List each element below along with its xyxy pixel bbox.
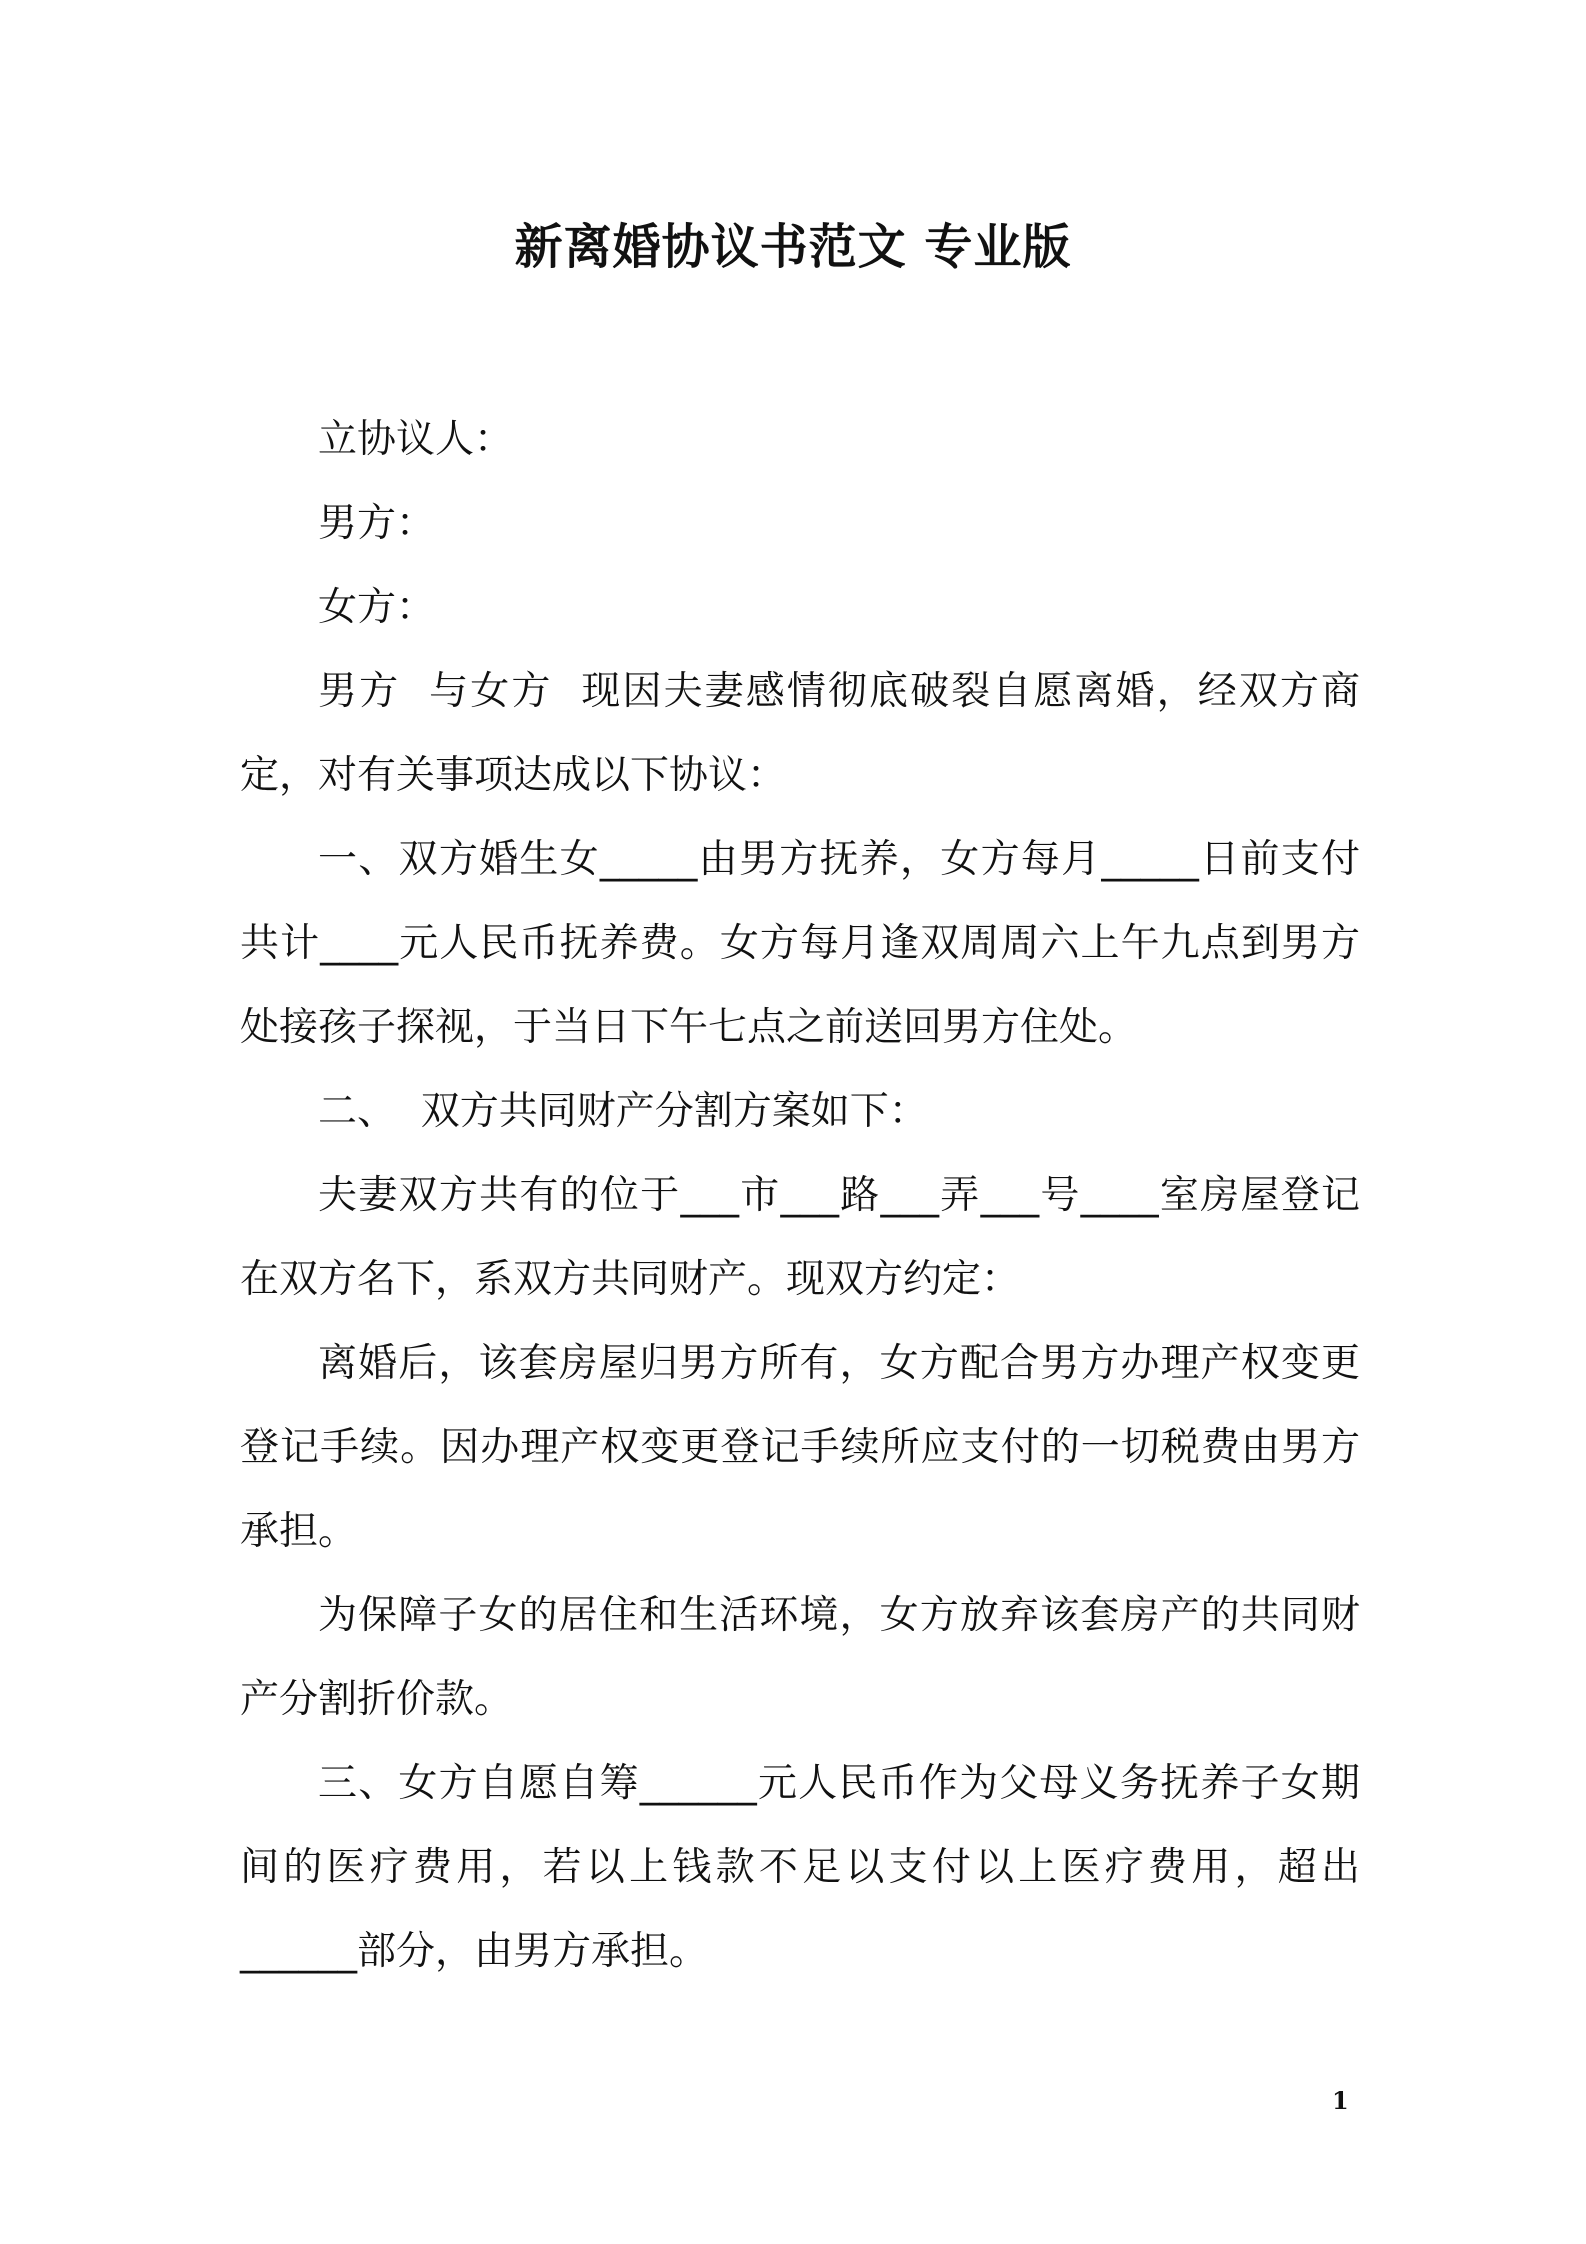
- paragraph-clause-1-custody: 一、双方婚生女_____由男方抚养，女方每月_____日前支付共计____元人民币抚养费。女方每月逢双周周六上午九点到男方处接孩子探视，于当日下午七点之前送回男方住处。: [240, 837, 1360, 1050]
- paragraph-property-ownership: 离婚后，该套房屋归男方所有，女方配合男方办理产权变更登记手续。因办理产权变更登记手续所应支付的一切税费由男方承担。: [240, 1341, 1360, 1554]
- paragraph-property-waiver: 为保障子女的居住和生活环境，女方放弃该套房产的共同财产分割折价款。: [240, 1593, 1360, 1722]
- paragraph-male-party: 男方：: [318, 501, 436, 546]
- page-number: 1: [1332, 2086, 1349, 2115]
- paragraph-property-description: 夫妻双方共有的位于___市___路___弄___号____室房屋登记在双方名下，系双方共同财产。现双方约定：: [240, 1173, 1360, 1302]
- paragraph-clause-3-medical: 三、女方自愿自筹______元人民币作为父母义务抚养子女期间的医疗费用，若以上钱款不足以支付以上医疗费用，超出______部分，由男方承担。: [240, 1761, 1360, 1974]
- paragraph-female-party: 女方：: [318, 585, 436, 630]
- paragraph-parties-heading: 立协议人：: [318, 417, 514, 462]
- paragraph-clause-2-heading: 二、 双方共同财产分割方案如下：: [318, 1089, 928, 1134]
- document-body: [240, 398, 1360, 1994]
- document-title: 新离婚协议书范文 专业版: [514, 219, 1072, 275]
- paragraph-preamble: 男方 与女方 现因夫妻感情彻底破裂自愿离婚，经双方商定，对有关事项达成以下协议：: [240, 669, 1360, 798]
